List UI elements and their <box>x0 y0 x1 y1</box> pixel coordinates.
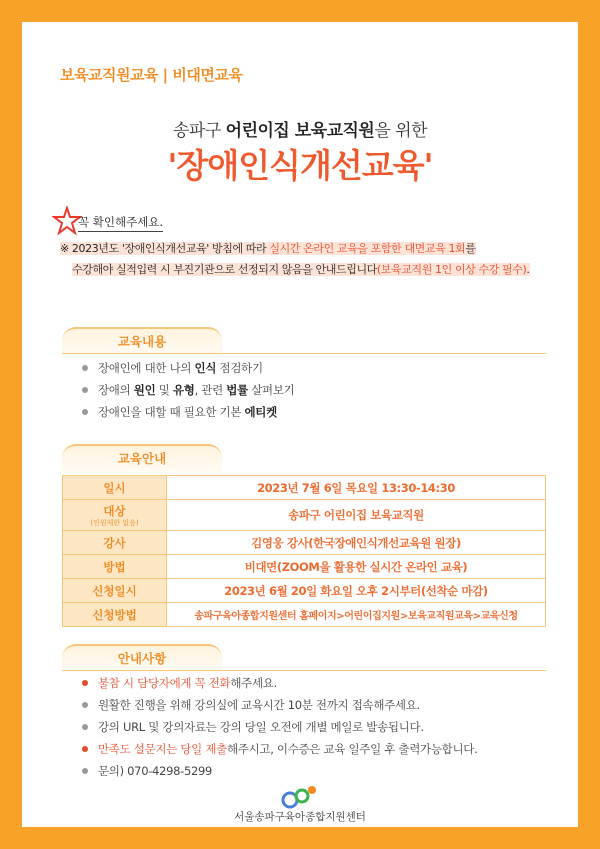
subtitle-suffix: 을 위한 <box>374 121 428 141</box>
row-key: 신청방법 <box>63 603 167 627</box>
category-tag: 보육교직원교육 | 비대면교육 <box>60 66 243 84</box>
table-row <box>63 500 546 531</box>
notice-text-1-end: 를 <box>465 242 476 255</box>
row-value: 송파구육아종합지원센터 홈페이지>어린이집지원>보육교직원교육>교육신청 <box>167 603 546 627</box>
list-item: 문의) 070-4298-5299 <box>82 760 477 782</box>
subtitle-target: 어린이집 보육교직원 <box>225 121 375 141</box>
subtitle-prefix: 송파구 <box>172 121 226 141</box>
org-name: 서울송파구육아종합지원센터 <box>234 811 366 823</box>
content-heading: 교육내용 <box>117 334 167 349</box>
subtitle <box>22 116 578 141</box>
row-value: 송파구 어린이집 보육교직원 <box>167 500 546 531</box>
org-logo-icon <box>280 782 320 812</box>
policy-notice <box>60 238 560 280</box>
check-label: 꼭 확인해주세요. <box>78 214 163 232</box>
check-notice-row <box>52 206 352 236</box>
notice-text-2: 수강해야 실적입력 시 부진기관으로 선정되지 않음을 안내드립니다 <box>72 263 377 276</box>
notice-text-2-end: . <box>526 263 530 276</box>
divider <box>62 353 546 354</box>
row-key: 방법 <box>63 555 167 579</box>
notice-highlight-2: (보육교직원 1인 이상 수강 필수) <box>376 263 527 276</box>
row-value: 김영웅 강사(한국장애인식개선교육원 원장) <box>167 531 546 555</box>
row-value: 비대면(ZOOM을 활용한 실시간 온라인 교육) <box>167 555 546 579</box>
row-value: 2023년 6월 20일 화요일 오후 2시부터(선착순 마감) <box>167 579 546 603</box>
info-heading: 안내사항 <box>117 651 167 666</box>
list-item: 장애인을 대할 때 필요한 기본 에티켓 <box>82 401 294 423</box>
content-section-tab <box>62 327 222 355</box>
list-item: 원활한 진행을 위해 강의실에 교육시간 10분 전까지 접속해주세요. <box>82 694 477 716</box>
row-key: 신청일시 <box>63 579 167 603</box>
flyer-sheet <box>22 22 578 827</box>
row-key-note: (인원제한 없음) <box>90 519 139 527</box>
guide-table <box>62 475 546 627</box>
row-value: 2023년 7월 6일 목요일 13:30-14:30 <box>167 476 546 500</box>
notice-highlight-1: 실시간 온라인 교육을 포함한 대면교육 1회 <box>269 242 466 255</box>
table-row <box>63 555 546 579</box>
row-key: 일시 <box>63 476 167 500</box>
row-key: 강사 <box>63 531 167 555</box>
content-list <box>82 357 294 423</box>
guide-section-tab <box>62 444 222 472</box>
notice-text-1: ※ 2023년도 '장애인식개선교육' 방침에 따라 <box>60 242 270 255</box>
table-row <box>63 579 546 603</box>
divider <box>62 670 546 671</box>
list-item: 강의 URL 및 강의자료는 강의 당일 오전에 개별 메일로 발송됩니다. <box>82 716 477 738</box>
table-row <box>63 531 546 555</box>
row-key <box>63 500 167 531</box>
guide-heading: 교육안내 <box>117 451 167 466</box>
list-item: 만족도 설문지는 당일 제출해주시고, 이수증은 교육 일주일 후 출력가능합니다. <box>82 738 477 760</box>
page-title: '장애인식개선교육' <box>167 146 433 185</box>
row-key-text: 대상 <box>103 504 126 518</box>
list-item: 불참 시 담당자에게 꼭 전화해주세요. <box>82 672 477 694</box>
info-list <box>82 672 477 782</box>
table-row <box>63 476 546 500</box>
list-item: 장애의 원인 및 유형, 관련 법률 살펴보기 <box>82 379 294 401</box>
info-section-tab <box>62 644 222 672</box>
list-item: 장애인에 대한 나의 인식 점검하기 <box>82 357 294 379</box>
table-row <box>63 603 546 627</box>
